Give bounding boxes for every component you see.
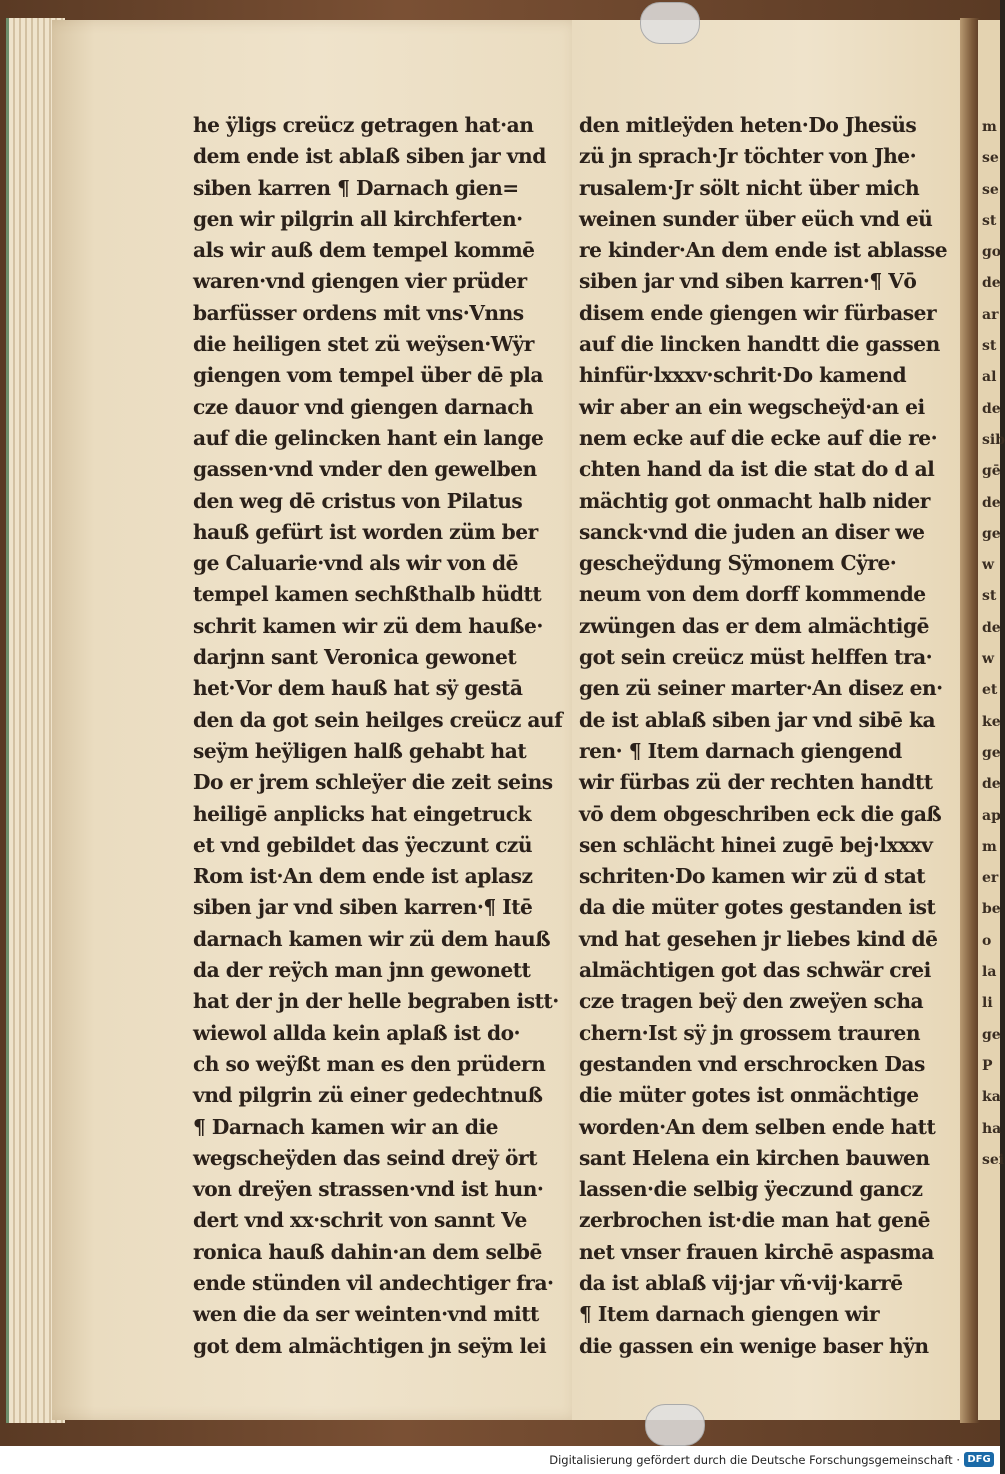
text-line-left: ¶ Darnach kamen wir an die xyxy=(193,1114,498,1139)
text-line-left: ge Caluarie·vnd als wir von dē xyxy=(193,551,519,576)
margin-fragment: ge xyxy=(982,525,1001,542)
funding-credit: Digitalisierung gefördert durch die Deutsche Forschungsgemeinschaft · xyxy=(549,1453,960,1467)
text-line-left: von dreÿen strassen·vnd ist hun· xyxy=(193,1177,544,1202)
text-line-right: siben jar vnd siben karren·¶ Vō xyxy=(579,269,917,294)
text-line-right: da ist ablaß vij·jar vñ·vij·karrē xyxy=(579,1270,903,1295)
text-line-right: gestanden vnd erschrocken Das xyxy=(579,1051,925,1076)
text-line-right: net vnser frauen kirchē aspasma xyxy=(579,1239,934,1264)
text-line-right: de ist ablaß siben jar vnd sibē ka xyxy=(579,707,936,732)
margin-fragment: w xyxy=(982,557,995,574)
margin-fragment: er xyxy=(982,870,999,887)
margin-fragment: sib xyxy=(982,431,1005,448)
text-line-left: hauß gefürt ist worden züm ber xyxy=(193,519,538,544)
text-line-right: rusalem·Jr sölt nicht über mich xyxy=(579,175,920,200)
top-clip xyxy=(640,2,700,44)
margin-fragment: st xyxy=(982,588,997,605)
text-line-right: neum von dem dorff kommende xyxy=(579,582,926,607)
margin-fragment: w xyxy=(982,651,995,668)
text-line-left: gen wir pilgrin all kirchferten· xyxy=(193,206,523,231)
text-line-left: gassen·vnd vnder den gewelben xyxy=(193,457,537,482)
text-line-right: got sein creücz müst helffen tra· xyxy=(579,645,933,670)
text-line-left: den da got sein heilges creücz auf xyxy=(193,707,563,732)
text-line-right: weinen sunder über eüch vnd eü xyxy=(579,206,933,231)
text-line-right: die müter gotes ist onmächtige xyxy=(579,1083,919,1108)
text-line-left: heiligē anplicks hat eingetruck xyxy=(193,801,532,826)
text-line-left: hat der jn der helle begraben istt· xyxy=(193,989,559,1014)
margin-fragment: et xyxy=(982,682,998,699)
text-line-right: wir fürbas zü der rechten handtt xyxy=(579,770,933,795)
text-line-left: wen die da ser weinten·vnd mitt xyxy=(193,1302,539,1327)
text-line-left: dem ende ist ablaß siben jar vnd xyxy=(193,144,546,169)
text-line-left: seÿm heÿligen halß gehabt hat xyxy=(193,738,527,763)
text-line-left: cze dauor vnd giengen darnach xyxy=(193,394,534,419)
facing-page-text-fragments xyxy=(982,112,1005,1176)
text-line-left: ch so weÿßt man es den prüdern xyxy=(193,1051,546,1076)
book-gutter xyxy=(960,18,980,1423)
text-line-left: wegscheÿden das seind dreÿ ört xyxy=(193,1145,537,1170)
text-line-left: den weg dē cristus von Pilatus xyxy=(193,488,523,513)
margin-fragment: gē xyxy=(982,463,1001,480)
margin-fragment: se xyxy=(982,150,999,167)
text-line-left: het·Vor dem hauß hat sÿ gestā xyxy=(193,676,523,701)
text-line-right: re kinder·An dem ende ist ablasse xyxy=(579,238,948,263)
margin-fragment: de xyxy=(982,275,1001,292)
text-line-left: da der reÿch man jnn gewonett xyxy=(193,958,531,983)
text-line-left: got dem almächtigen jn seÿm lei xyxy=(193,1333,547,1358)
margin-fragment: ke xyxy=(982,713,1001,730)
text-line-right: sant Helena ein kirchen bauwen xyxy=(579,1145,930,1170)
text-line-right: schriten·Do kamen wir zü d stat xyxy=(579,864,926,889)
margin-fragment: se xyxy=(982,181,999,198)
text-line-right: da die müter gotes gestanden ist xyxy=(579,895,936,920)
margin-fragment: ka xyxy=(982,1089,1001,1106)
margin-fragment: P xyxy=(982,1057,993,1074)
margin-fragment: st xyxy=(982,338,997,355)
text-line-left: vnd pilgrin zü einer gedechtnuß xyxy=(193,1083,543,1108)
text-line-left: et vnd gebildet das ÿeczunt czü xyxy=(193,832,533,857)
margin-fragment: ha xyxy=(982,1120,1002,1137)
margin-fragment: de xyxy=(982,776,1001,793)
text-line-left: tempel kamen sechßthalb hüdtt xyxy=(193,582,542,607)
margin-fragment: ap xyxy=(982,807,1001,824)
text-line-right: auf die lincken handtt die gassen xyxy=(579,332,940,357)
text-line-right: hinfür·lxxxv·schrit·Do kamend xyxy=(579,363,907,388)
text-line-right: gescheÿdung Sÿmonem Cÿre· xyxy=(579,551,897,576)
text-line-left: als wir auß dem tempel kommē xyxy=(193,238,535,263)
text-line-right: vnd hat gesehen jr liebes kind dē xyxy=(579,926,938,951)
text-line-right: nem ecke auf die ecke auf die re· xyxy=(579,425,938,450)
text-line-right: zwüngen das er dem almächtigē xyxy=(579,613,929,638)
text-line-left: waren·vnd giengen vier prüder xyxy=(193,269,527,294)
text-line-left: siben karren ¶ Darnach gien= xyxy=(193,175,519,200)
text-line-right: disem ende giengen wir fürbaser xyxy=(579,300,937,325)
text-line-right: chern·Ist sÿ jn grossem trauren xyxy=(579,1020,921,1045)
margin-fragment: ge xyxy=(982,1026,1001,1043)
text-line-left: ende stünden vil andechtiger fra· xyxy=(193,1270,554,1295)
text-line-right: zerbrochen ist·die man hat genē xyxy=(579,1208,930,1233)
text-line-right: cze tragen beÿ den zweÿen scha xyxy=(579,989,924,1014)
text-line-right: gen zü seiner marter·An disez en· xyxy=(579,676,943,701)
text-line-left: Rom ist·An dem ende ist aplasz xyxy=(193,864,533,889)
margin-fragment: la xyxy=(982,964,997,981)
bottom-clip xyxy=(645,1404,705,1446)
text-line-right: almächtigen got das schwär crei xyxy=(579,958,931,983)
text-line-right: vō dem obgeschriben eck die gaß xyxy=(579,801,942,826)
text-line-left: darjnn sant Veronica gewonet xyxy=(193,645,517,670)
margin-fragment: be xyxy=(982,901,1001,918)
margin-fragment: de xyxy=(982,494,1001,511)
text-line-left: schrit kamen wir zü dem hauße· xyxy=(193,613,543,638)
footer-bar xyxy=(0,1446,1000,1474)
margin-fragment: o xyxy=(982,932,992,949)
text-line-left: darnach kamen wir zü dem hauß xyxy=(193,926,551,951)
text-line-right: sanck·vnd die juden an diser we xyxy=(579,519,925,544)
margin-fragment: sei xyxy=(982,1151,1005,1168)
text-line-left: Do er jrem schleÿer die zeit seins xyxy=(193,770,553,795)
text-line-left: barfüsser ordens mit vns·Vnns xyxy=(193,300,524,325)
text-line-right: lassen·die selbig ÿeczund gancz xyxy=(579,1177,923,1202)
margin-fragment: ge xyxy=(982,744,1001,761)
margin-fragment: go xyxy=(982,244,1002,261)
dfg-logo: DFG xyxy=(964,1452,994,1467)
text-line-left: he ÿligs creücz getragen hat·an xyxy=(193,113,534,137)
text-line-right: sen schlächt hinei zugē bej·lxxxv xyxy=(579,832,933,857)
margin-fragment: li xyxy=(982,995,993,1012)
margin-fragment: al xyxy=(982,369,997,386)
text-line-right: chten hand da ist die stat do d al xyxy=(579,457,935,482)
text-line-right: ren· ¶ Item darnach giengend xyxy=(579,738,902,763)
text-line-right: zü jn sprach·Jr töchter von Jhe· xyxy=(579,144,917,169)
margin-fragment: de xyxy=(982,400,1001,417)
margin-fragment: de xyxy=(982,619,1001,636)
margin-fragment: m xyxy=(982,838,997,855)
text-line-left: auf die gelincken hant ein lange xyxy=(193,425,544,450)
text-line-right: den mitleÿden heten·Do Jhesüs xyxy=(579,113,917,137)
text-line-right: wir aber an ein wegscheÿd·an ei xyxy=(579,394,925,419)
text-line-right: ¶ Item darnach giengen wir xyxy=(579,1302,880,1327)
text-line-right: worden·An dem selben ende hatt xyxy=(579,1114,936,1139)
margin-fragment: ar xyxy=(982,306,999,323)
text-column-right xyxy=(579,110,948,1362)
text-line-left: die heiligen stet zü weÿsen·Wÿr xyxy=(193,332,534,357)
text-column-left xyxy=(193,110,563,1362)
text-line-left: siben jar vnd siben karren·¶ Itē xyxy=(193,895,533,920)
text-line-left: giengen vom tempel über dē pla xyxy=(193,363,543,388)
text-line-left: ronica hauß dahin·an dem selbē xyxy=(193,1239,542,1264)
text-line-right: mächtig got onmacht halb nider xyxy=(579,488,930,513)
text-line-right: die gassen ein wenige baser hÿn xyxy=(579,1333,929,1358)
margin-fragment: m xyxy=(982,119,997,135)
margin-fragment: st xyxy=(982,212,997,229)
text-line-left: dert vnd xx·schrit von sannt Ve xyxy=(193,1208,527,1233)
text-line-left: wiewol allda kein aplaß ist do· xyxy=(193,1020,521,1045)
